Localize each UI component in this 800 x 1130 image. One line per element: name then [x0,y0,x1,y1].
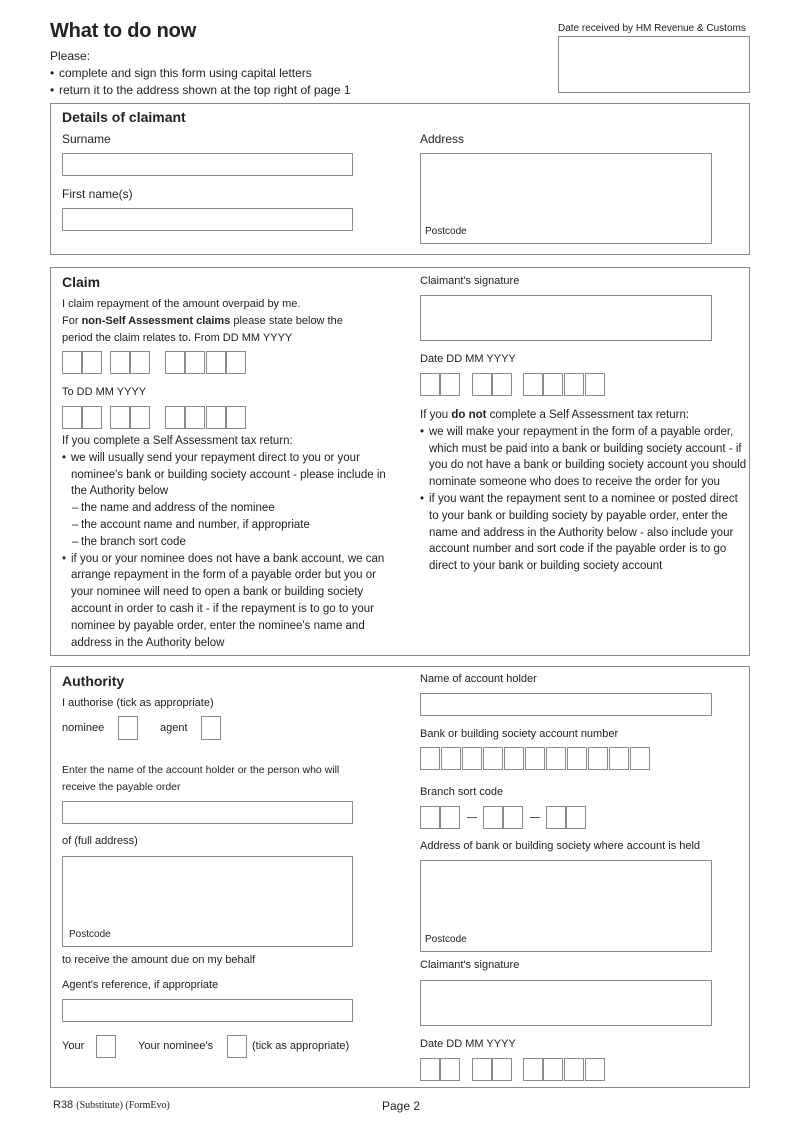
nominee-label: nominee [62,722,105,734]
your-nominee-label: Your nominee's [138,1040,214,1052]
tick-label: (tick as appropriate) [252,1040,350,1052]
enter-name-label: Enter the name of the account holder or the person who will receive the payable order [62,764,340,793]
account-digit-box[interactable] [588,747,608,770]
sort-code-digit-box[interactable] [483,806,503,829]
date-box[interactable] [165,351,185,374]
bank-address-input[interactable] [420,860,712,952]
claim-intro: I claim repayment of the amount overpaid by me. [62,298,301,310]
date-box[interactable] [523,1058,543,1081]
sort-code-digit-box[interactable] [503,806,523,829]
account-holder-label: Name of account holder [420,673,537,685]
sort-code-dash [467,817,477,818]
bank-address-label: Address of bank or building society where account is held [420,840,701,852]
instruction-list [50,65,410,99]
sa-bullet: • we will usually send your repayment direct to you or your nominee's bank or building society account - please include in the Authority below – the name and address of the nominee – the account name and number, if appropriate – the branch sort code [62,450,392,551]
date-box[interactable] [543,1058,563,1081]
sort-code-digit-box[interactable] [566,806,586,829]
account-digit-box[interactable] [504,747,524,770]
authority-heading: Authority [62,673,125,689]
nominee-checkbox[interactable] [118,716,138,740]
agent-label: agent [160,722,188,734]
sa-sub-item: – the branch sort code [72,534,392,551]
account-digit-box[interactable] [567,747,587,770]
date-box[interactable] [420,1058,440,1081]
authority-date-label: Date DD MM YYYY [420,1038,516,1050]
agent-ref-input[interactable] [62,999,353,1022]
date-box[interactable] [472,1058,492,1081]
form-code: R38 (Substitute) (FormEvo) [53,1099,170,1111]
date-box[interactable] [543,373,563,396]
payee-name-input[interactable] [62,801,353,824]
date-box[interactable] [492,373,512,396]
agent-checkbox[interactable] [201,716,221,740]
date-box[interactable] [492,1058,512,1081]
date-box[interactable] [564,373,584,396]
postcode-label: Postcode [425,934,467,945]
address-input[interactable] [420,153,712,244]
account-number-label: Bank or building society account number [420,728,619,740]
date-box[interactable] [472,373,492,396]
account-digit-box[interactable] [546,747,566,770]
account-digit-box[interactable] [462,747,482,770]
first-name-input[interactable] [62,208,353,231]
date-box[interactable] [82,406,102,429]
claim-signature-label: Claimant's signature [420,275,520,287]
date-box[interactable] [185,406,205,429]
postcode-label: Postcode [425,226,467,237]
account-digit-box[interactable] [483,747,503,770]
sa-sub-list [62,500,392,550]
date-box[interactable] [206,351,226,374]
page-number: Page 2 [382,1099,421,1113]
claim-signature-input[interactable] [420,295,712,341]
please-label: Please: [50,49,91,63]
authorise-label: I authorise (tick as appropriate) [62,697,214,709]
instruction-item: • return it to the address shown at the top right of page 1 [50,82,410,99]
to-date-label: To DD MM YYYY [62,386,147,398]
account-digit-box[interactable] [609,747,629,770]
page-title: What to do now [50,20,197,42]
date-box[interactable] [110,406,130,429]
non-sa-text: For non-Self Assessment claims please state below the period the claim relates to. From DD MM YYYY [62,315,343,344]
date-box[interactable] [585,1058,605,1081]
full-address-label: of (full address) [62,835,138,847]
sort-code-digit-box[interactable] [546,806,566,829]
date-box[interactable] [165,406,185,429]
date-box[interactable] [440,1058,460,1081]
sa-bullet: • if you or your nominee does not have a bank account, we can arrange repayment in the form of a payable order but you or your nominee will need to open a bank or building society account in order to cash it - if the repayment is to go to your nominee by payable order, enter the nominee's name and address in the Authority below [62,551,392,652]
sort-code-digit-box[interactable] [440,806,460,829]
authority-signature-label: Claimant's signature [420,959,520,971]
sa-list [62,450,392,652]
sort-code-label: Branch sort code [420,786,504,798]
account-holder-input[interactable] [420,693,712,716]
authority-signature-input[interactable] [420,980,712,1026]
your-checkbox[interactable] [96,1035,116,1058]
payee-address-input[interactable] [62,856,353,947]
receive-label: to receive the amount due on my behalf [62,954,256,966]
first-name-label: First name(s) [62,187,133,201]
date-box[interactable] [226,406,246,429]
sa-section [62,433,392,651]
date-box[interactable] [62,406,82,429]
sa-intro: If you complete a Self Assessment tax return: [62,435,293,447]
date-received-box [558,36,750,93]
sort-code-dash [530,817,540,818]
claim-heading: Claim [62,274,101,290]
account-digit-box[interactable] [441,747,461,770]
account-digit-box[interactable] [630,747,650,770]
nsa-intro: If you do not complete a Self Assessment tax return: [420,409,690,421]
address-label: Address [420,132,465,146]
date-box[interactable] [564,1058,584,1081]
date-box[interactable] [110,351,130,374]
sa-sub-item: – the account name and number, if appropriate [72,517,392,534]
nsa-bullet: • if you want the repayment sent to a nominee or posted direct to your bank or building society by payable order, enter the name and address in the Authority below - also include your account number and sort code if the payable order is to go direct to your bank or building society account [420,491,750,575]
sort-code-digit-box[interactable] [420,806,440,829]
claim-date-label: Date DD MM YYYY [420,353,516,365]
date-box[interactable] [585,373,605,396]
date-box[interactable] [185,351,205,374]
nsa-list [420,424,750,575]
date-box[interactable] [226,351,246,374]
nsa-bullet: • we will make your repayment in the form of a payable order, which must be paid into a bank or building society account - if you do not have a bank or building society account you should nominate someone who does to receive the order for you [420,424,750,491]
account-digit-box[interactable] [525,747,545,770]
claimant-heading: Details of claimant [62,109,186,125]
surname-label: Surname [62,132,111,146]
date-box[interactable] [523,373,543,396]
surname-input[interactable] [62,153,353,176]
date-box[interactable] [420,373,440,396]
your-label: Your [62,1040,85,1052]
non-sa-section [420,407,750,575]
date-box[interactable] [130,406,150,429]
nominee-payable-checkbox[interactable] [227,1035,247,1058]
date-box[interactable] [62,351,82,374]
date-box[interactable] [440,373,460,396]
account-digit-box[interactable] [420,747,440,770]
agent-ref-label: Agent's reference, if appropriate [62,979,219,991]
instruction-item: • complete and sign this form using capital letters [50,65,410,82]
date-box[interactable] [206,406,226,429]
sa-sub-item: – the name and address of the nominee [72,500,392,517]
postcode-label: Postcode [69,929,111,940]
date-box[interactable] [82,351,102,374]
date-received-label: Date received by HM Revenue & Customs [558,23,746,34]
date-box[interactable] [130,351,150,374]
